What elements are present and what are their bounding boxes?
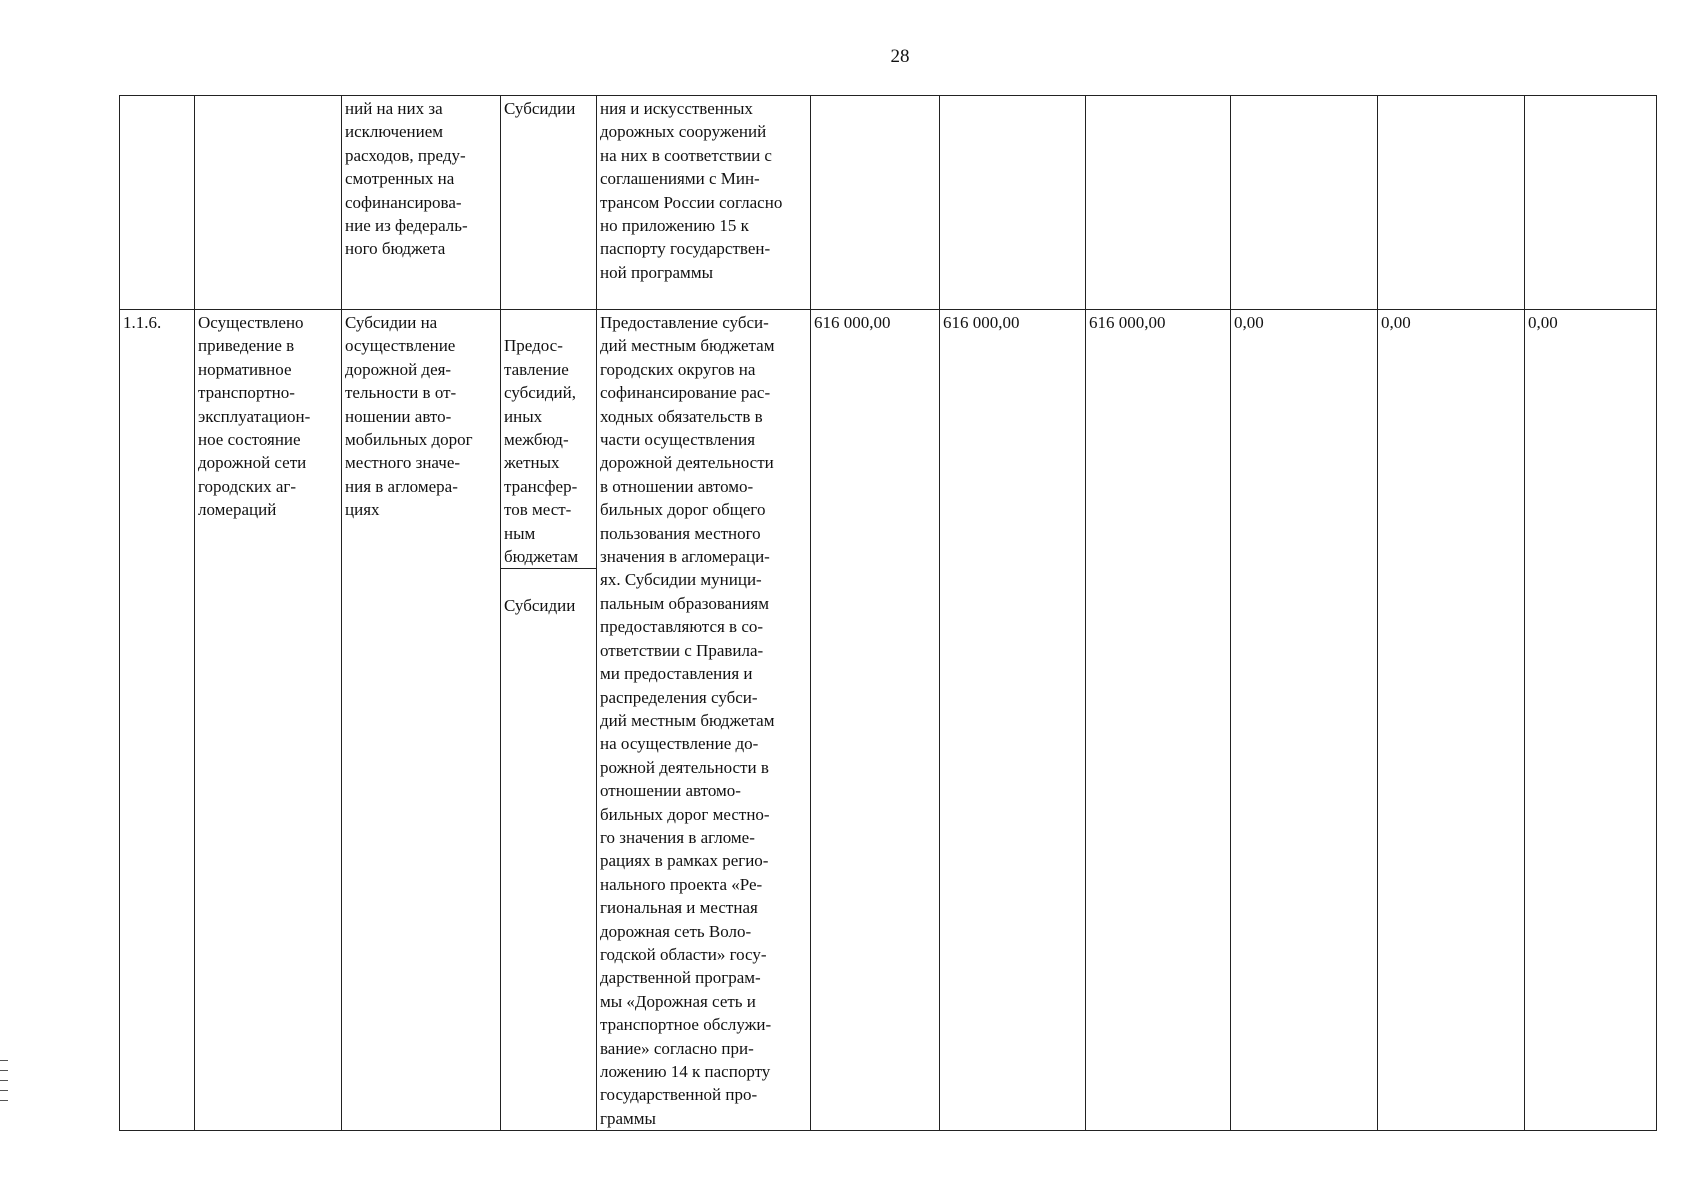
cell-value: 0,00 <box>1525 310 1657 1131</box>
cell-result: Осуществлено приведение в нормативное транспортно- эксплуатацион- ное состояние дорожной сети городских аг- ломераций <box>195 310 342 1131</box>
cell-description: Предоставление субси- дий местным бюджетам городских округов на софинансирование рас- ходных обязательств в части осуществления дорожной деятельности в отношении автомо- бильных дорог общего пользования местного значения в агломераци- ях. Субсидии муници- пальным образованиям предоставляются в со- ответствии с Правила- ми предоставления и распределения субси- дий местным бюджетам на осуществление до- рожной деятельности в отношении автомо- бильных дорог местно- го значения в агломе- рациях в рамках регио- нального проекта «Ре- гиональная и местная дорожная сеть Воло- годской области» госу- дарственной програм- мы «Дорожная сеть и транспортное обслужи- вание» согласно при- ложению 14 к паспорту государственной про- граммы <box>597 310 811 1131</box>
cell-value <box>1378 96 1525 310</box>
cell-type-bottom: Субсидии <box>504 595 576 615</box>
cell-number: 1.1.6. <box>120 310 195 1131</box>
table-row-1-1-6 <box>120 310 1657 1131</box>
cell-value <box>1525 96 1657 310</box>
margin-marks <box>0 1060 8 1102</box>
table-row-continued <box>120 96 1657 310</box>
cell-value <box>811 96 940 310</box>
cell-value: 616 000,00 <box>811 310 940 1131</box>
cell-number <box>120 96 195 310</box>
cell-value: 616 000,00 <box>940 310 1086 1131</box>
cell-value <box>1086 96 1231 310</box>
cell-type <box>501 310 597 1131</box>
program-table <box>119 95 1657 1131</box>
cell-result <box>195 96 342 310</box>
cell-value: 616 000,00 <box>1086 310 1231 1131</box>
cell-measure: Субсидии на осуществление дорожной дея- тельности в от- ношении авто- мобильных дорог местного значе- ния в агломера- циях <box>342 310 501 1131</box>
cell-measure: ний на них за исключением расходов, преду- смотренных на софинансирова- ние из федераль- ного бюджета <box>342 96 501 310</box>
cell-description: ния и искусственных дорожных сооружений на них в соответствии с соглашениями с Мин- трансом России согласно но приложению 15 к паспорту государствен- ной программы <box>597 96 811 310</box>
cell-value <box>1231 96 1378 310</box>
cell-value: 0,00 <box>1378 310 1525 1131</box>
page-number: 28 <box>890 46 910 67</box>
cell-type: Субсидии <box>501 96 597 310</box>
cell-value: 0,00 <box>1231 310 1378 1131</box>
cell-value <box>940 96 1086 310</box>
cell-type-top: Предос- тавление субсидий, иных межбюд- жетных трансфер- тов мест- ным бюджетам <box>501 334 596 569</box>
